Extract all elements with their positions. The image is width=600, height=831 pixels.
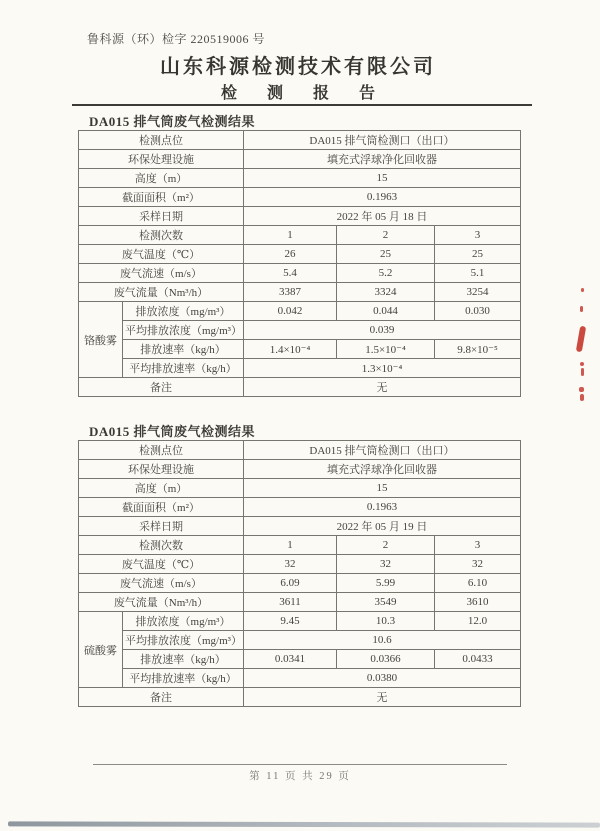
results-table-2 <box>78 440 521 707</box>
table-row <box>79 574 521 593</box>
table-row <box>79 283 521 302</box>
table-row <box>79 631 521 650</box>
cell-value: 3254 <box>435 283 521 302</box>
table-row <box>79 207 521 226</box>
cell-value: 32 <box>244 555 337 574</box>
table-2-title: DA015 排气筒废气检测结果 <box>89 424 256 439</box>
table-row <box>79 688 521 707</box>
cell-value: 9.8×10⁻⁵ <box>435 340 521 359</box>
report-number: 鲁科源（环）检字 220519006 号 <box>87 32 266 46</box>
results-table-1 <box>78 130 521 397</box>
cell-value: DA015 排气筒检测口（出口） <box>244 441 521 460</box>
cell-value: 3611 <box>244 593 337 612</box>
table-row <box>79 131 521 150</box>
row-label: 环保处理设施 <box>79 150 244 169</box>
table-row <box>79 593 521 612</box>
cell-value: 15 <box>244 479 521 498</box>
cell-value: 0.030 <box>435 302 521 321</box>
cell-value: 1.5×10⁻⁴ <box>337 340 435 359</box>
row-label: 废气流量（Nm³/h） <box>79 283 244 302</box>
row-label: 排放浓度（mg/m³） <box>123 302 244 321</box>
seal-fragment-icon <box>580 394 584 401</box>
cell-value: 3549 <box>337 593 435 612</box>
cell-value: 15 <box>244 169 521 188</box>
cell-value: 5.1 <box>435 264 521 283</box>
table-row <box>79 555 521 574</box>
row-label: 平均排放浓度（mg/m³） <box>123 631 244 650</box>
row-label: 备注 <box>79 378 244 397</box>
row-label: 废气温度（℃） <box>79 245 244 264</box>
seal-fragment-icon <box>581 368 584 376</box>
pollutant-name: 硫酸雾 <box>79 612 123 688</box>
table-row <box>79 264 521 283</box>
cell-value: 填充式浮球净化回收器 <box>244 460 521 479</box>
table-row <box>79 359 521 378</box>
cell-value: 2 <box>337 226 435 245</box>
cell-value: 0.0433 <box>435 650 521 669</box>
table-row <box>79 150 521 169</box>
seal-fragment-icon <box>579 387 584 392</box>
cell-value: 填充式浮球净化回收器 <box>244 150 521 169</box>
document-title: 检 测 报 告 <box>220 85 388 102</box>
cell-value: 12.0 <box>435 612 521 631</box>
cell-value: 0.042 <box>244 302 337 321</box>
row-label: 废气流量（Nm³/h） <box>79 593 244 612</box>
table-row <box>79 321 521 340</box>
cell-value: 1 <box>244 536 337 555</box>
cell-value: 10.3 <box>337 612 435 631</box>
table-row <box>79 245 521 264</box>
row-label: 采样日期 <box>79 517 244 536</box>
row-label: 排放速率（kg/h） <box>123 650 244 669</box>
cell-value: 2022 年 05 月 19 日 <box>244 517 521 536</box>
cell-value: 25 <box>337 245 435 264</box>
table-row <box>79 650 521 669</box>
cell-value: 3324 <box>337 283 435 302</box>
cell-value: 无 <box>244 688 521 707</box>
cell-value: 10.6 <box>244 631 521 650</box>
seal-fragment-icon <box>580 306 583 312</box>
table-row <box>79 612 521 631</box>
header-divider <box>72 104 532 106</box>
cell-value: 0.0380 <box>244 669 521 688</box>
row-label: 平均排放速率（kg/h） <box>123 669 244 688</box>
cell-value: 5.99 <box>337 574 435 593</box>
cell-value: 0.0366 <box>337 650 435 669</box>
cell-value: 2 <box>337 536 435 555</box>
row-label: 检测点位 <box>79 131 244 150</box>
row-label: 截面面积（m²） <box>79 498 244 517</box>
table-row <box>79 498 521 517</box>
table-row <box>79 669 521 688</box>
row-label: 废气流速（m/s） <box>79 574 244 593</box>
table-row <box>79 226 521 245</box>
cell-value: 0.044 <box>337 302 435 321</box>
table-row <box>79 188 521 207</box>
seal-fragment-icon <box>576 326 586 353</box>
row-label: 高度（m） <box>79 479 244 498</box>
row-label: 备注 <box>79 688 244 707</box>
cell-value: DA015 排气筒检测口（出口） <box>244 131 521 150</box>
cell-value: 1.3×10⁻⁴ <box>244 359 521 378</box>
cell-value: 32 <box>337 555 435 574</box>
cell-value: 0.1963 <box>244 498 521 517</box>
table-row <box>79 169 521 188</box>
cell-value: 26 <box>244 245 337 264</box>
company-name: 山东科源检测技术有限公司 <box>160 56 436 78</box>
table-row <box>79 441 521 460</box>
pollutant-name: 铬酸雾 <box>79 302 123 378</box>
row-label: 检测次数 <box>79 536 244 555</box>
row-label: 环保处理设施 <box>79 460 244 479</box>
seal-fragment-icon <box>580 362 584 366</box>
row-label: 检测点位 <box>79 441 244 460</box>
table-row <box>79 460 521 479</box>
cell-value: 0.1963 <box>244 188 521 207</box>
row-label: 截面面积（m²） <box>79 188 244 207</box>
row-label: 废气温度（℃） <box>79 555 244 574</box>
cell-value: 0.039 <box>244 321 521 340</box>
row-label: 废气流速（m/s） <box>79 264 244 283</box>
row-label: 高度（m） <box>79 169 244 188</box>
table-row <box>79 536 521 555</box>
row-label: 平均排放浓度（mg/m³） <box>123 321 244 340</box>
cell-value: 6.09 <box>244 574 337 593</box>
table-row <box>79 378 521 397</box>
table-1-title: DA015 排气筒废气检测结果 <box>89 114 256 129</box>
cell-value: 3 <box>435 536 521 555</box>
cell-value: 25 <box>435 245 521 264</box>
row-label: 检测次数 <box>79 226 244 245</box>
scan-edge-shadow <box>8 821 600 827</box>
page-number: 第 11 页 共 29 页 <box>249 771 351 782</box>
cell-value: 1.4×10⁻⁴ <box>244 340 337 359</box>
cell-value: 3387 <box>244 283 337 302</box>
row-label: 平均排放速率（kg/h） <box>123 359 244 378</box>
cell-value: 1 <box>244 226 337 245</box>
row-label: 采样日期 <box>79 207 244 226</box>
cell-value: 32 <box>435 555 521 574</box>
cell-value: 0.0341 <box>244 650 337 669</box>
footer-divider <box>93 764 507 765</box>
seal-fragment-icon <box>581 288 584 292</box>
table-row <box>79 340 521 359</box>
cell-value: 9.45 <box>244 612 337 631</box>
table-row <box>79 479 521 498</box>
table-row <box>79 517 521 536</box>
table-row <box>79 302 521 321</box>
cell-value: 3 <box>435 226 521 245</box>
row-label: 排放速率（kg/h） <box>123 340 244 359</box>
cell-value: 6.10 <box>435 574 521 593</box>
cell-value: 2022 年 05 月 18 日 <box>244 207 521 226</box>
cell-value: 3610 <box>435 593 521 612</box>
cell-value: 5.2 <box>337 264 435 283</box>
cell-value: 5.4 <box>244 264 337 283</box>
cell-value: 无 <box>244 378 521 397</box>
row-label: 排放浓度（mg/m³） <box>123 612 244 631</box>
